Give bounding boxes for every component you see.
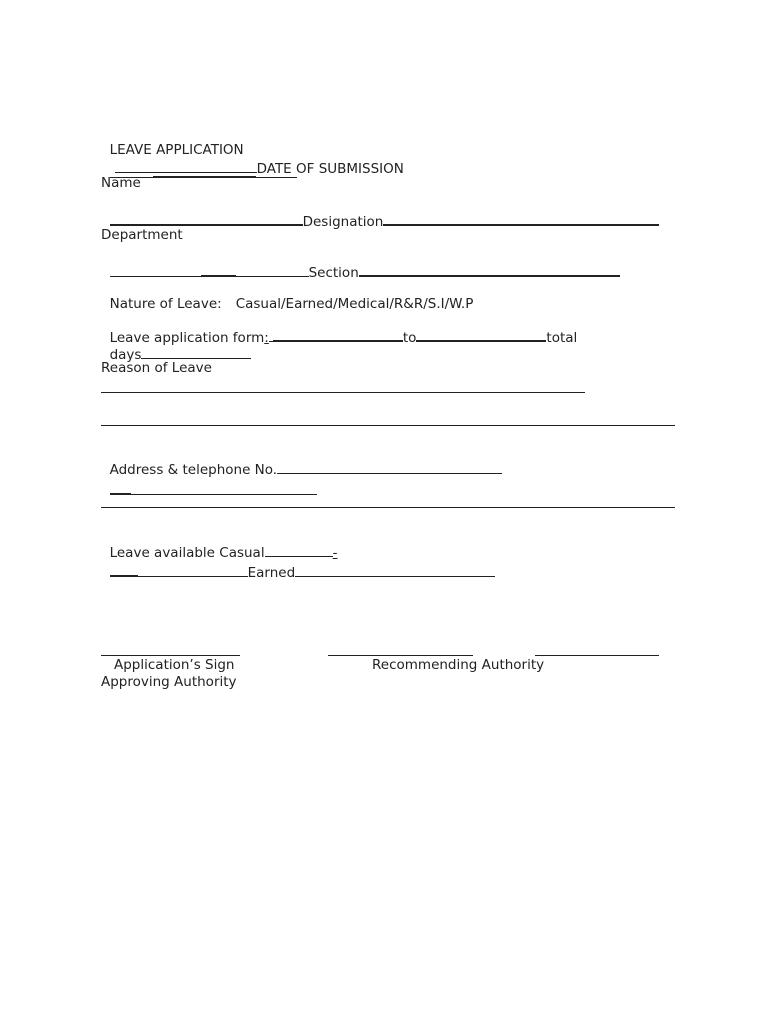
period-colon: :	[264, 330, 269, 346]
designation-label: Designation	[302, 214, 384, 230]
period-total: total	[546, 330, 578, 346]
earned-available-field[interactable]	[295, 563, 495, 577]
to-date-field-1[interactable]	[416, 327, 520, 342]
date-blank-3[interactable]	[256, 164, 297, 178]
name-designation-row	[101, 193, 659, 231]
reason-line-1[interactable]	[101, 392, 585, 393]
from-date-field[interactable]	[273, 327, 403, 342]
reason-line-2[interactable]	[101, 425, 675, 426]
date-label: DATE OF SUBMISSION	[256, 161, 404, 177]
available-label: Leave available Casual	[109, 545, 265, 561]
applicant-sign-label: Application’s Sign	[114, 657, 235, 673]
period-label: Leave application form	[109, 330, 265, 346]
nature-label: Nature of Leave:	[109, 296, 222, 312]
casual-cont-2[interactable]	[138, 563, 248, 577]
reason-label: Reason of Leave	[101, 360, 212, 376]
approving-authority-label: Approving Authority	[101, 674, 237, 690]
section-label: Section	[308, 265, 359, 281]
earned-row	[101, 544, 495, 582]
name-field[interactable]	[110, 211, 303, 226]
period-days: days	[109, 347, 142, 363]
approving-sign-line[interactable]	[535, 655, 659, 656]
nature-row	[101, 277, 473, 313]
period-to: to	[402, 330, 417, 346]
address-label: Address & telephone No.	[109, 462, 278, 478]
available-dash: -	[332, 545, 338, 561]
days-field[interactable]	[141, 345, 251, 359]
to-date-field-2[interactable]	[520, 327, 546, 342]
section-field[interactable]	[359, 262, 620, 277]
recommending-authority-label: Recommending Authority	[372, 657, 545, 673]
casual-cont-1[interactable]	[110, 562, 138, 577]
address-cont-1[interactable]	[110, 480, 131, 495]
department-field-2[interactable]	[201, 262, 236, 277]
designation-field[interactable]	[383, 211, 659, 226]
form-title: LEAVE APPLICATION	[109, 142, 244, 158]
address-cont-row	[101, 462, 317, 500]
department-field-1[interactable]	[110, 263, 201, 277]
department-label: Department	[101, 227, 183, 243]
nature-options: Casual/Earned/Medical/R&R/S.I/W.P	[235, 296, 474, 312]
address-cont-2[interactable]	[131, 481, 317, 495]
name-label: Name	[101, 175, 141, 191]
date-blank-2[interactable]	[153, 163, 256, 178]
department-field-3[interactable]	[236, 263, 309, 277]
address-line-3[interactable]	[101, 507, 675, 508]
earned-label: Earned	[247, 565, 296, 581]
